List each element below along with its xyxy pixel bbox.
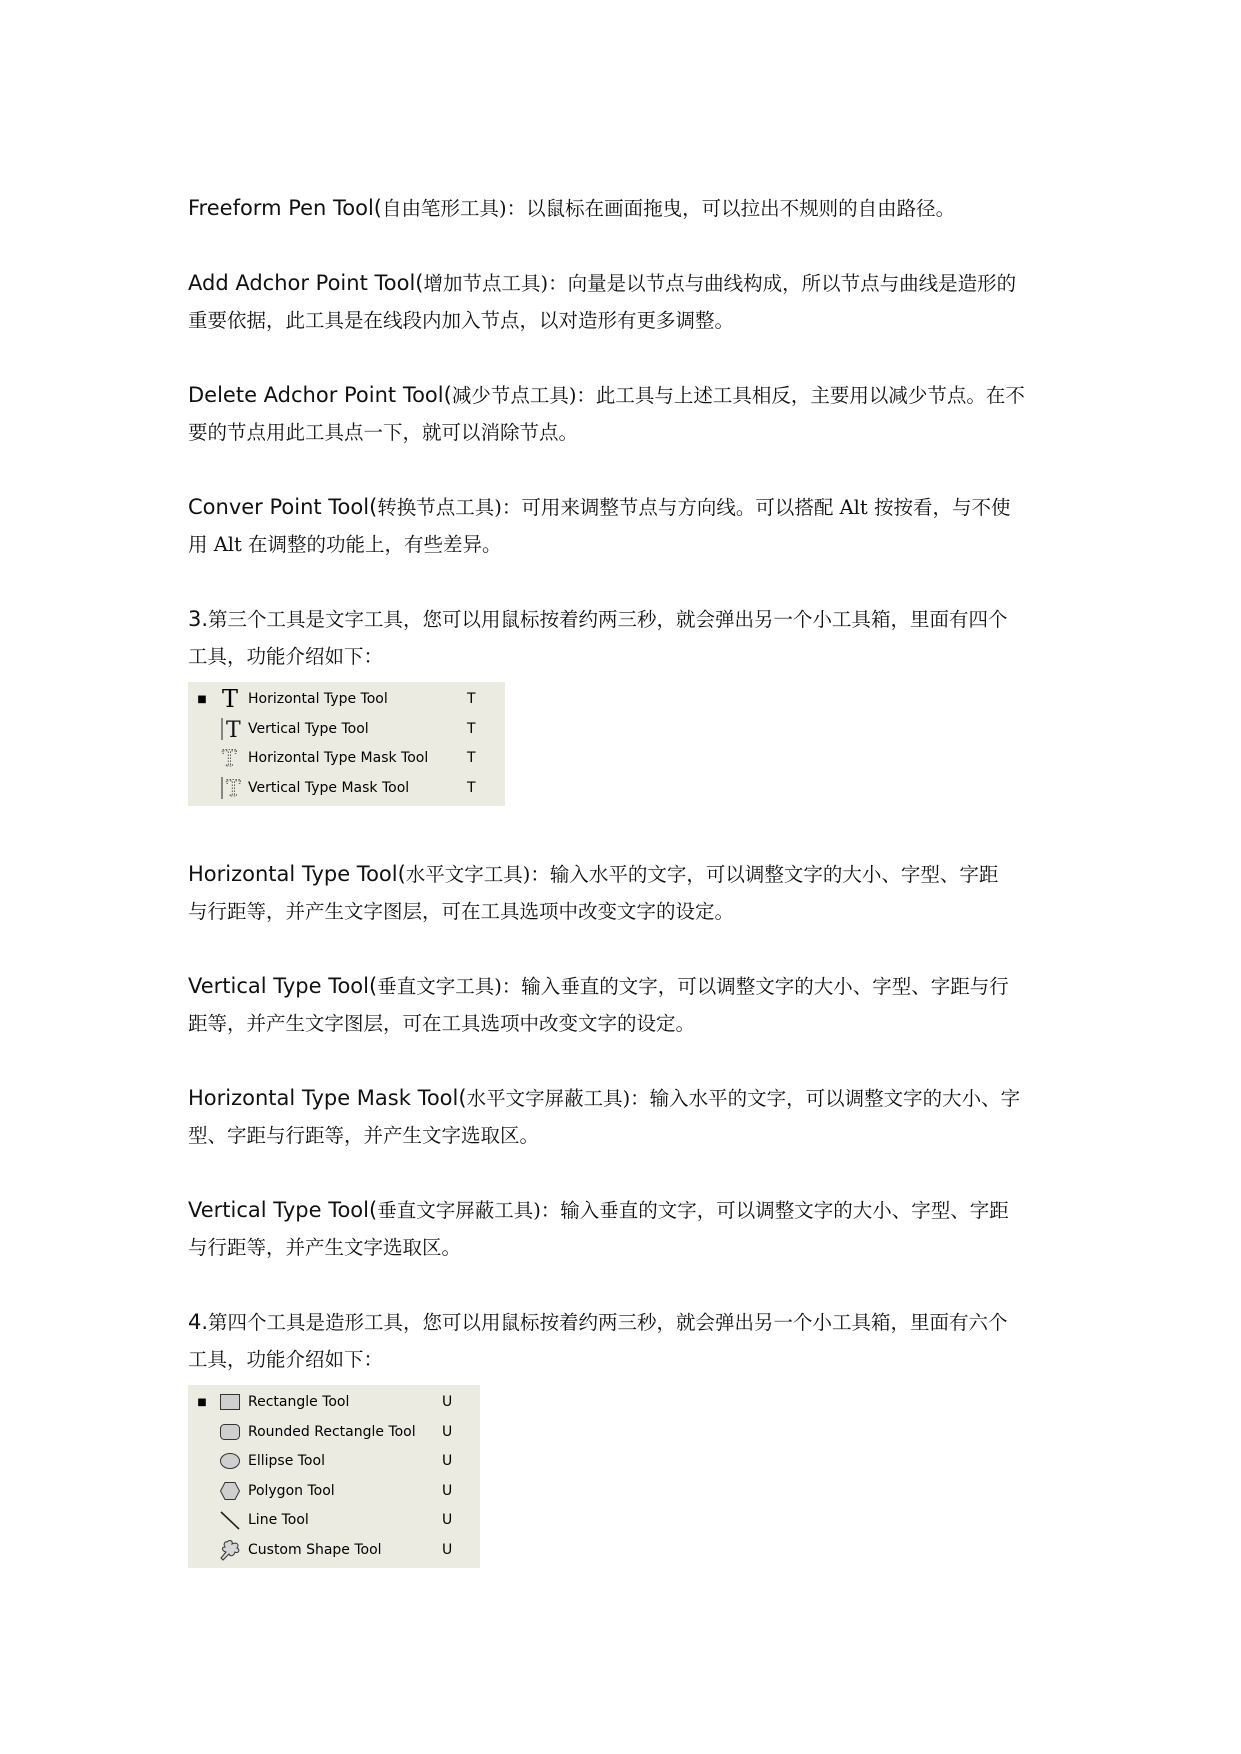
paragraph-section-4 xyxy=(188,1304,1058,1379)
horizontal-type-mask-icon xyxy=(216,745,244,771)
ellipse-icon xyxy=(216,1448,244,1474)
description-continued: 工具，功能介绍如下： xyxy=(188,1348,384,1371)
description: 水平文字工具)：输入水平的文字，可以调整文字的大小、字型、字距 xyxy=(405,862,999,886)
menu-item-label: Vertical Type Tool xyxy=(248,720,369,737)
menu-item-shortcut: T xyxy=(467,720,476,737)
svg-text:T: T xyxy=(222,747,237,772)
paragraph-add-anchor-point-tool xyxy=(188,265,1058,340)
line-icon xyxy=(216,1507,244,1533)
description-continued: 要的节点用此工具点一下，就可以消除节点。 xyxy=(188,421,579,444)
term: Delete Adchor Point Tool( xyxy=(188,382,452,407)
rectangle-icon xyxy=(216,1389,244,1415)
menu-item-horizontal-type-mask-tool[interactable] xyxy=(188,744,505,774)
custom-shape-icon xyxy=(216,1537,244,1563)
svg-text:T: T xyxy=(226,776,241,801)
menu-item-horizontal-type-tool[interactable] xyxy=(188,685,505,715)
paragraph-freeform-pen-tool xyxy=(188,190,1058,228)
description: 第四个工具是造形工具，您可以用鼠标按着约两三秒，就会弹出另一个小工具箱，里面有六个 xyxy=(208,1310,1008,1334)
description: 垂直文字工具)：输入垂直的文字，可以调整文字的大小、字型、字距与行 xyxy=(377,974,1009,998)
description-continued: 重要依据，此工具是在线段内加入节点，以对造形有更多调整。 xyxy=(188,309,735,332)
menu-item-custom-shape-tool[interactable] xyxy=(188,1535,480,1565)
menu-item-shortcut: U xyxy=(442,1541,453,1558)
menu-item-shortcut: U xyxy=(442,1482,453,1499)
paragraph-horizontal-type-mask-tool xyxy=(188,1080,1058,1155)
menu-item-line-tool[interactable] xyxy=(188,1506,480,1536)
menu-item-shortcut: U xyxy=(442,1423,453,1440)
menu-item-label: Line Tool xyxy=(248,1512,309,1529)
svg-text:T: T xyxy=(226,717,241,742)
paragraph-section-3 xyxy=(188,601,1058,676)
description-continued: 距等，并产生文字图层，可在工具选项中改变文字的设定。 xyxy=(188,1012,696,1035)
shape-tools-flyout-menu xyxy=(188,1385,480,1568)
term: Vertical Type Tool( xyxy=(188,1197,378,1222)
menu-item-label: Custom Shape Tool xyxy=(248,1541,382,1558)
polygon-icon xyxy=(216,1478,244,1504)
menu-item-ellipse-tool[interactable] xyxy=(188,1447,480,1477)
selected-marker: ■ xyxy=(197,1396,207,1408)
menu-item-vertical-type-tool[interactable] xyxy=(188,714,505,744)
menu-item-shortcut: T xyxy=(467,691,476,708)
menu-item-label: Polygon Tool xyxy=(248,1482,335,1499)
vertical-type-mask-icon xyxy=(216,775,244,801)
section-number: 4. xyxy=(188,1309,209,1334)
term: Vertical Type Tool( xyxy=(188,973,378,998)
term: Conver Point Tool( xyxy=(188,494,378,519)
menu-item-polygon-tool[interactable] xyxy=(188,1476,480,1506)
menu-item-label: Ellipse Tool xyxy=(248,1453,325,1470)
menu-item-label: Vertical Type Mask Tool xyxy=(248,779,410,796)
menu-item-rounded-rectangle-tool[interactable] xyxy=(188,1417,480,1447)
description-continued: 与行距等，并产生文字选取区。 xyxy=(188,1236,462,1259)
selected-marker: ■ xyxy=(197,693,207,705)
description: 自由笔形工具)：以鼠标在画面拖曳，可以拉出不规则的自由路径。 xyxy=(382,197,956,220)
paragraph-horizontal-type-tool xyxy=(188,856,1058,931)
menu-item-label: Horizontal Type Mask Tool xyxy=(248,750,429,767)
description: 减少节点工具)：此工具与上述工具相反，主要用以减少节点。在不 xyxy=(451,383,1025,407)
menu-item-label: Rounded Rectangle Tool xyxy=(248,1423,416,1440)
vertical-type-icon xyxy=(216,716,244,742)
description: 第三个工具是文字工具，您可以用鼠标按着约两三秒，就会弹出另一个小工具箱，里面有四个 xyxy=(208,607,1008,631)
menu-item-label: Rectangle Tool xyxy=(248,1394,350,1411)
description: 增加节点工具)：向量是以节点与曲线构成，所以节点与曲线是造形的 xyxy=(423,271,1017,295)
paragraph-convert-point-tool xyxy=(188,489,1058,564)
term: Horizontal Type Tool( xyxy=(188,861,406,886)
type-tools-flyout-menu xyxy=(188,682,505,806)
description: 垂直文字屏蔽工具)：输入垂直的文字，可以调整文字的大小、字型、字距 xyxy=(377,1198,1009,1222)
horizontal-type-icon: T xyxy=(221,685,238,714)
menu-item-vertical-type-mask-tool[interactable] xyxy=(188,773,505,803)
menu-item-rectangle-tool[interactable] xyxy=(188,1388,480,1418)
document-page xyxy=(188,190,1058,1568)
menu-item-shortcut: U xyxy=(442,1453,453,1470)
paragraph-vertical-type-tool xyxy=(188,968,1058,1043)
description: 转换节点工具)：可用来调整节点与方向线。可以搭配 Alt 按按看，与不使 xyxy=(377,495,1011,519)
description-continued: 与行距等，并产生文字图层，可在工具选项中改变文字的设定。 xyxy=(188,900,735,923)
paragraph-vertical-type-mask-tool xyxy=(188,1192,1058,1267)
rounded-rectangle-icon xyxy=(216,1419,244,1445)
menu-item-shortcut: T xyxy=(467,750,476,767)
menu-item-shortcut: U xyxy=(442,1512,453,1529)
menu-item-shortcut: U xyxy=(442,1394,453,1411)
menu-item-shortcut: T xyxy=(467,779,476,796)
description-continued: 用 Alt 在调整的功能上，有些差异。 xyxy=(188,533,502,556)
description-continued: 工具，功能介绍如下： xyxy=(188,645,384,668)
term: Add Adchor Point Tool( xyxy=(188,270,424,295)
description-continued: 型、字距与行距等，并产生文字选取区。 xyxy=(188,1124,540,1147)
term: Horizontal Type Mask Tool( xyxy=(188,1085,467,1110)
paragraph-delete-anchor-point-tool xyxy=(188,377,1058,452)
term: Freeform Pen Tool( xyxy=(188,196,383,220)
menu-item-label: Horizontal Type Tool xyxy=(248,691,388,708)
section-number: 3. xyxy=(188,606,209,631)
description: 水平文字屏蔽工具)：输入水平的文字，可以调整文字的大小、字 xyxy=(466,1086,1021,1110)
